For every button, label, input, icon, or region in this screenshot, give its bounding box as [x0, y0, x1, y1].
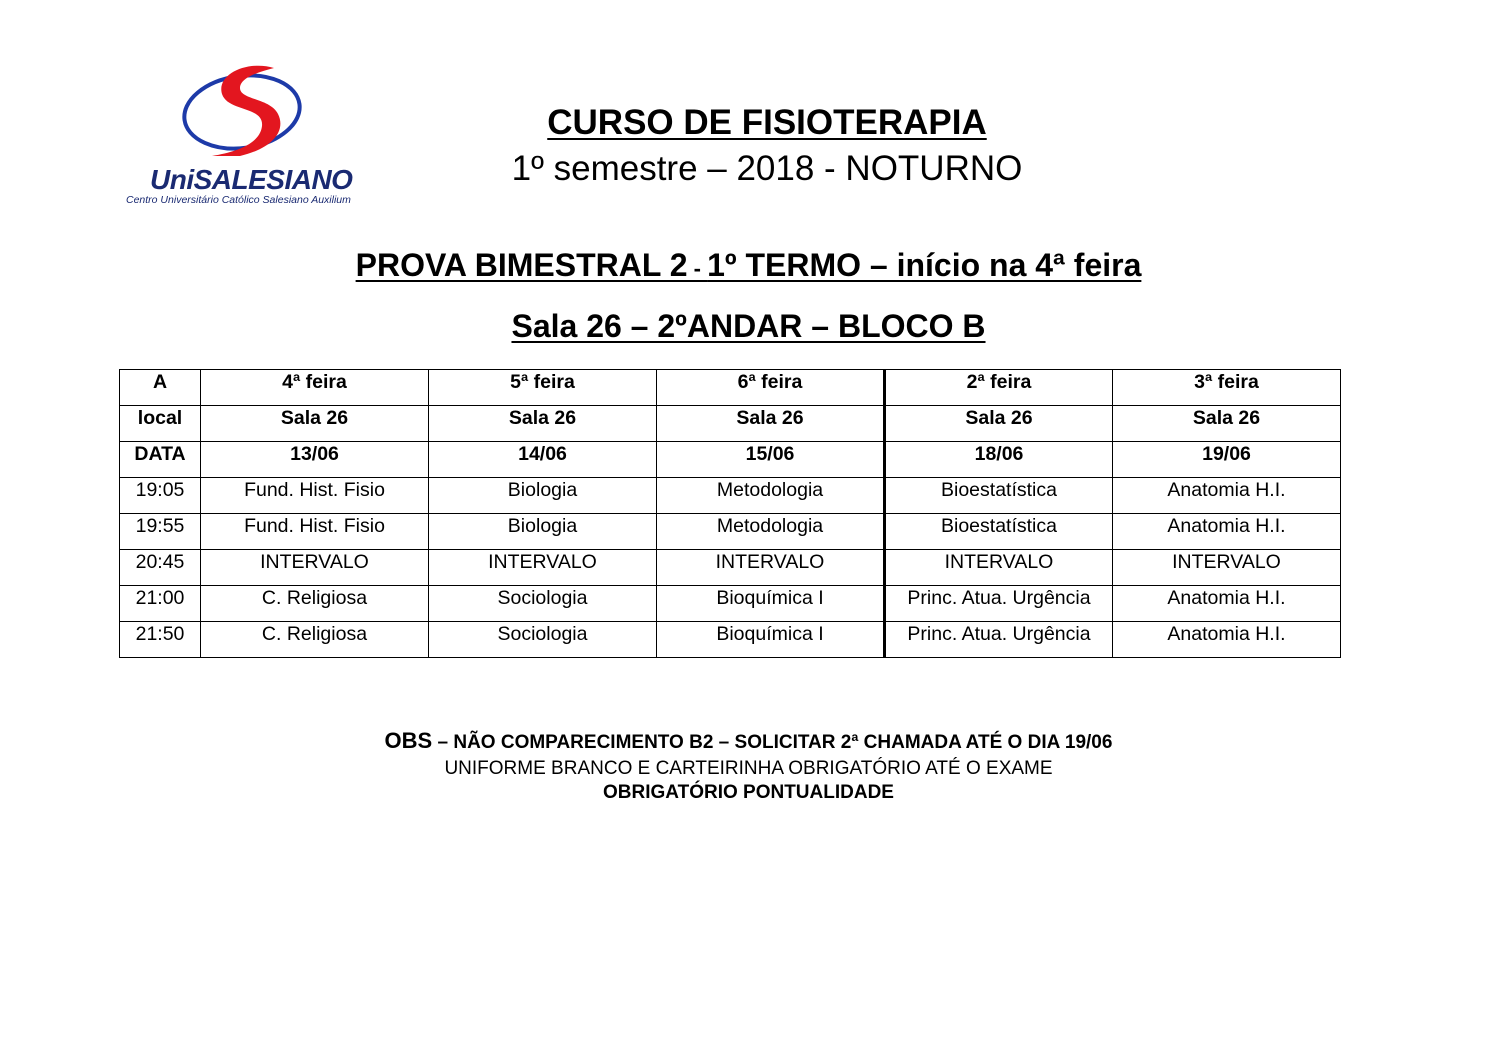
local-row: [120, 406, 1341, 442]
schedule-cell: INTERVALO: [885, 550, 1113, 586]
schedule-cell: Metodologia: [657, 478, 885, 514]
schedule-cell: INTERVALO: [201, 550, 429, 586]
row-label-cell: local: [120, 406, 201, 442]
schedule-cell: 3ª feira: [1113, 370, 1341, 406]
time-slot-row: [120, 550, 1341, 586]
row-label-cell: DATA: [120, 442, 201, 478]
exam-title-part2: 1º TERMO – início na 4ª feira: [707, 247, 1142, 283]
schedule-cell: 18/06: [885, 442, 1113, 478]
schedule-cell: Sociologia: [429, 586, 657, 622]
exam-title: [0, 247, 1497, 284]
schedule-cell: Bioquímica I: [657, 622, 885, 658]
schedule-cell: Fund. Hist. Fisio: [201, 478, 429, 514]
obs-note: [0, 728, 1497, 756]
obs-lead: OBS: [384, 728, 433, 753]
exam-title-separator: -: [687, 256, 708, 281]
row-label-cell: 19:55: [120, 514, 201, 550]
row-label-cell: A: [120, 370, 201, 406]
schedule-cell: Sala 26: [1113, 406, 1341, 442]
schedule-cell: Anatomia H.I.: [1113, 622, 1341, 658]
schedule-cell: Bioestatística: [885, 478, 1113, 514]
schedule-cell: Anatomia H.I.: [1113, 586, 1341, 622]
schedule-cell: 2ª feira: [885, 370, 1113, 406]
schedule-cell: 5ª feira: [429, 370, 657, 406]
schedule-cell: INTERVALO: [429, 550, 657, 586]
schedule-cell: 15/06: [657, 442, 885, 478]
schedule-cell: 4ª feira: [201, 370, 429, 406]
schedule-cell: Princ. Atua. Urgência: [885, 586, 1113, 622]
schedule-cell: Princ. Atua. Urgência: [885, 622, 1113, 658]
room-title: Sala 26 – 2ºANDAR – BLOCO B: [511, 308, 986, 344]
schedule-cell: Sala 26: [885, 406, 1113, 442]
obs-text: – NÃO COMPARECIMENTO B2 – SOLICITAR 2ª CHAMADA ATÉ O DIA 19/06: [432, 732, 1113, 753]
schedule-cell: 19/06: [1113, 442, 1341, 478]
schedule-cell: C. Religiosa: [201, 586, 429, 622]
schedule-cell: Fund. Hist. Fisio: [201, 514, 429, 550]
punctuality-note: OBRIGATÓRIO PONTUALIDADE: [603, 782, 894, 803]
schedule-cell: 13/06: [201, 442, 429, 478]
logo-tagline: Centro Universitário Católico Salesiano Auxilium: [126, 194, 351, 206]
semester-subtitle: 1º semestre – 2018 - NOTURNO: [511, 149, 1023, 188]
schedule-cell: Bioquímica I: [657, 586, 885, 622]
schedule-cell: Biologia: [429, 478, 657, 514]
logo-name: UniSALESIANO: [150, 164, 353, 195]
row-label-cell: 19:05: [120, 478, 201, 514]
schedule-cell: Biologia: [429, 514, 657, 550]
schedule-cell: Bioestatística: [885, 514, 1113, 550]
header-row: [120, 370, 1341, 406]
row-label-cell: 20:45: [120, 550, 201, 586]
schedule-cell: 14/06: [429, 442, 657, 478]
schedule-cell: Sala 26: [201, 406, 429, 442]
time-slot-row: [120, 586, 1341, 622]
schedule-cell: Sala 26: [429, 406, 657, 442]
row-label-cell: 21:50: [120, 622, 201, 658]
time-slot-row: [120, 622, 1341, 658]
notes-block: [0, 728, 1497, 805]
schedule-cell: INTERVALO: [1113, 550, 1341, 586]
time-slot-row: [120, 478, 1341, 514]
time-slot-row: [120, 514, 1341, 550]
schedule-table: [119, 369, 1341, 658]
schedule-cell: Anatomia H.I.: [1113, 514, 1341, 550]
exam-title-part1: PROVA BIMESTRAL 2: [355, 247, 688, 283]
schedule-cell: Sociologia: [429, 622, 657, 658]
course-title: CURSO DE FISIOTERAPIA: [547, 103, 987, 142]
schedule-cell: 6ª feira: [657, 370, 885, 406]
schedule-cell: INTERVALO: [657, 550, 885, 586]
schedule-cell: C. Religiosa: [201, 622, 429, 658]
schedule-cell: Anatomia H.I.: [1113, 478, 1341, 514]
schedule-cell: Metodologia: [657, 514, 885, 550]
uniform-note: UNIFORME BRANCO E CARTEIRINHA OBRIGATÓRIO ATÉ O EXAME: [444, 758, 1053, 779]
date-row: [120, 442, 1341, 478]
schedule-cell: Sala 26: [657, 406, 885, 442]
row-label-cell: 21:00: [120, 586, 201, 622]
